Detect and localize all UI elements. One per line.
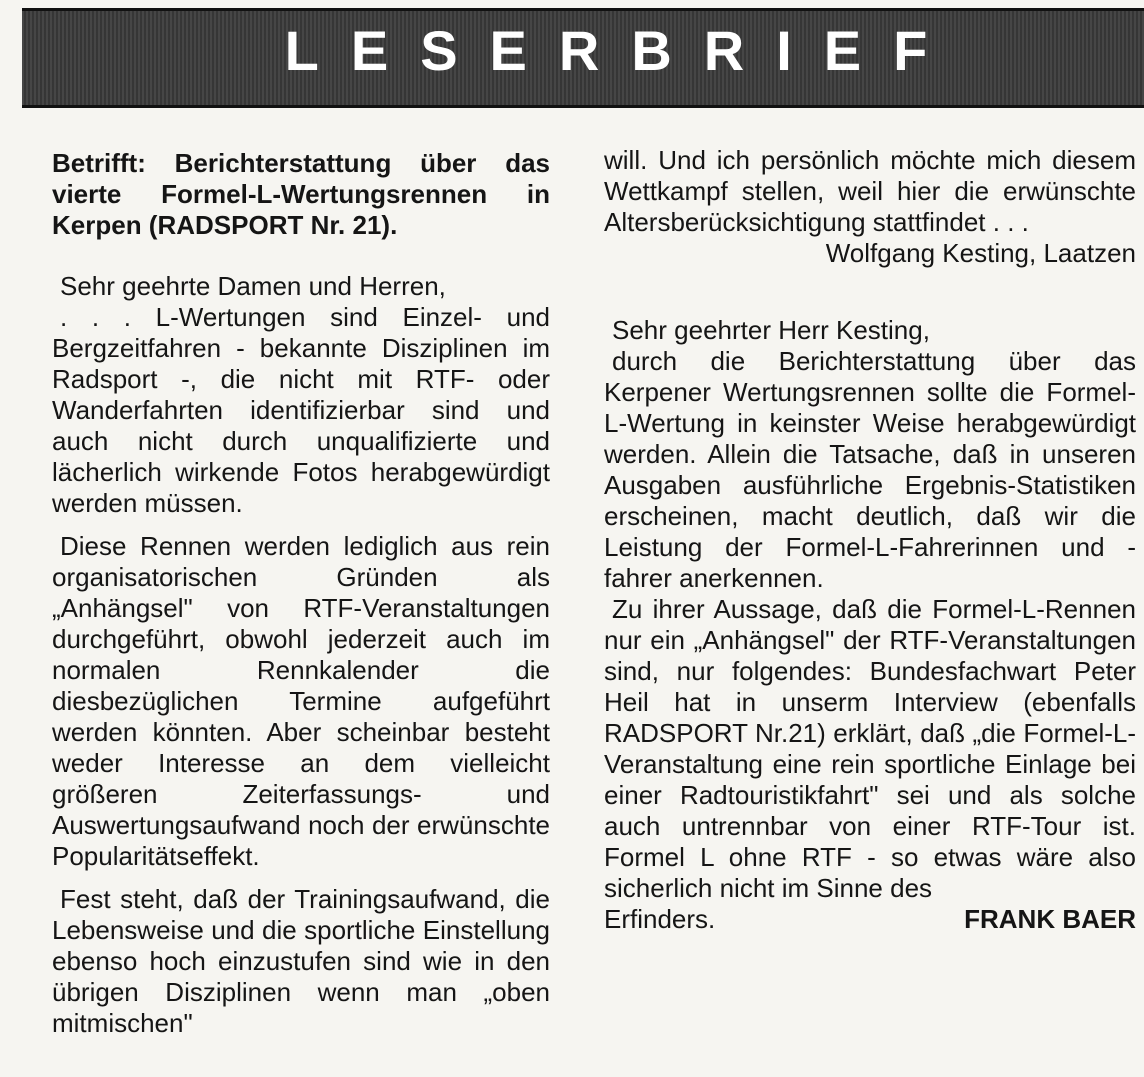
reply-last-word: Erfinders.: [604, 904, 716, 934]
letter-paragraph-2: Diese Rennen werden lediglich aus rein organisatorischen Gründen als „Anhängsel" von RTF-Veranstaltungen durchgeführt, obwohl jederzeit auch im normalen Rennkalender die diesbezüglichen Termine aufgeführt werden könnten. Aber scheinbar besteht weder Interesse an dem vielleicht größeren Zeiterfassungs- und Auswertungsaufwand noch der erwünschte Popularitätseffekt.: [52, 531, 550, 871]
letter-paragraph-3-continued: will. Und ich persönlich möchte mich diesem Wettkampf stellen, weil hier die erwünschte Altersberücksichtigung stattfindet . . .: [604, 145, 1136, 237]
letter-salutation: Sehr geehrte Damen und Herren,: [60, 271, 446, 301]
reply-signoff: [604, 904, 1136, 935]
letter-paragraph-1: . . . L-Wertungen sind Einzel- und Bergzeitfahren - bekannte Disziplinen im Radsport -, die nicht mit RTF- oder Wanderfahrten identifizierbar sind und auch nicht durch unqualifizierte und lächerlich wirkende Fotos herabgewürdigt werden müssen.: [52, 302, 550, 518]
reply-paragraph-2: Zu ihrer Aussage, daß die Formel-L-Rennen nur ein „Anhängsel" der RTF-Veranstaltungen sind, nur folgendes: Bundesfachwart Peter Heil hat in unserm Interview (ebenfalls RADSPORT Nr.21) erklärt, daß „die Formel-L-Veranstaltung eine rein sportliche Einlage bei einer Radtouristikfahrt" sei und als solche auch untrennbar von einer RTF-Tour ist. Formel L ohne RTF - so etwas wäre also sicherlich nicht im Sinne des: [604, 594, 1136, 903]
left-column: [52, 140, 550, 1039]
banner-title: LESERBRIEF: [284, 18, 960, 82]
right-column: [604, 145, 1136, 935]
reply-salutation: Sehr geehrter Herr Kesting,: [612, 315, 930, 345]
reply-paragraph-1: durch die Berichterstattung über das Kerpener Wertungsrennen sollte die Formel-L-Wertung in keinster Weise herabgewürdigt werden. Allein die Tatsache, daß in unseren Ausgaben ausführliche Ergebnis-Statistiken erscheinen, macht deutlich, daß wir die Leistung der Formel-L-Fahrerinnen und -fahrer anerkennen.: [604, 346, 1136, 593]
letter-paragraph-3: Fest steht, daß der Trainingsaufwand, die Lebensweise und die sportliche Einstellung ebenso hoch einzustufen sind wie in den übrigen Disziplinen wenn man „oben mitmischen": [52, 884, 550, 1038]
reply-signature: FRANK BAER: [964, 904, 1136, 934]
subject-line: Betrifft: Berichterstattung über das vierte Formel-L-Wertungsrennen in Kerpen (RADSPORT Nr. 21).: [52, 148, 550, 240]
letter-signature: Wolfgang Kesting, Laatzen: [825, 238, 1136, 268]
